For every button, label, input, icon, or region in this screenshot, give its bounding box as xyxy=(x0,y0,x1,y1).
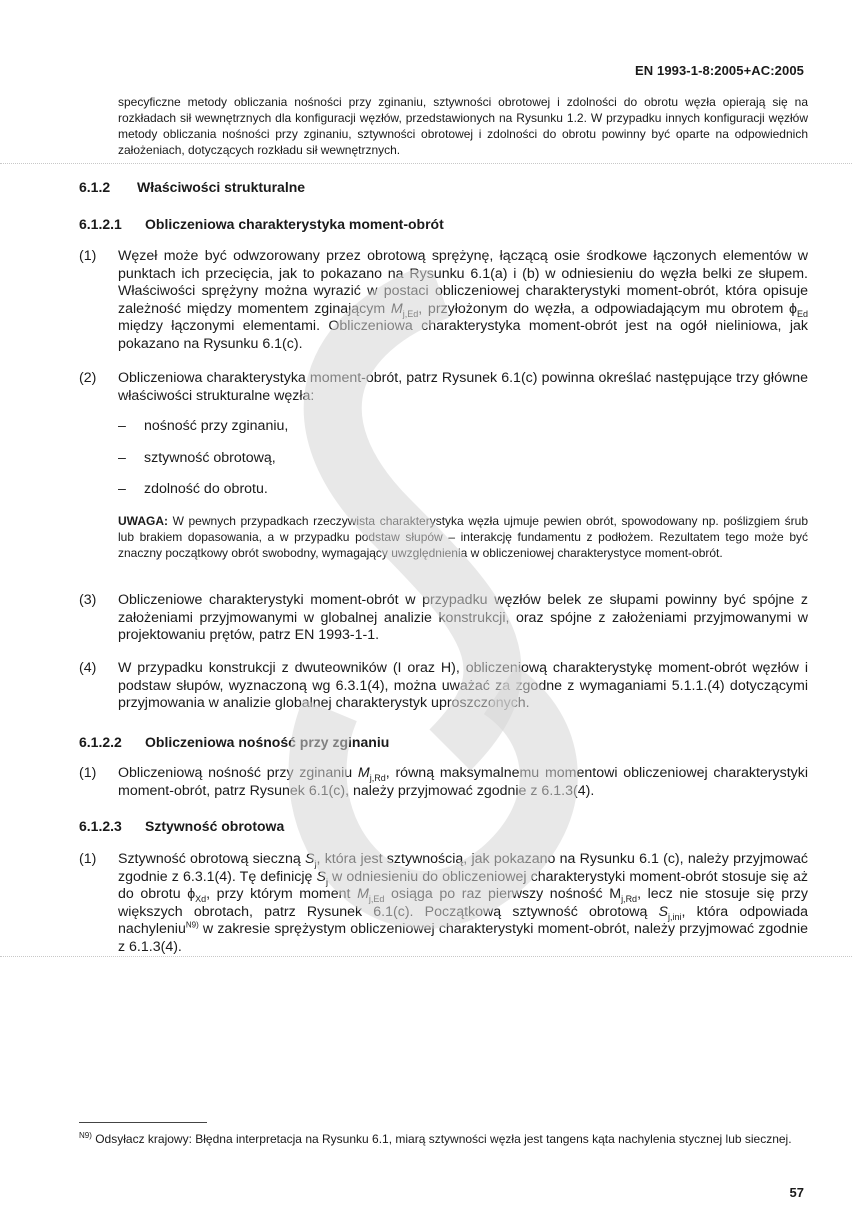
page-number: 57 xyxy=(789,1185,804,1200)
footnote xyxy=(79,1131,808,1147)
paragraph-number: (4) xyxy=(79,660,97,676)
section-number: 6.1.2.1 xyxy=(79,216,122,232)
list-item: – nośność przy zginaniu, xyxy=(118,418,289,434)
paragraph-text: Obliczeniowe charakterystyki moment-obrót w przypadku węzłów belek ze słupami powinny być spójne z założeniami przyjmowanymi w globalnej analizie konstrukcji, oraz spójne z założeniami przyjmowanymi w projektowaniu prętów, patrz EN 1993-1-1. xyxy=(118,592,808,643)
paragraph-text: Obliczeniowa charakterystyka moment-obrót, patrz Rysunek 6.1(c) powinna określać następujące trzy główne właściwości strukturalne węzła: xyxy=(118,370,808,404)
heading-6-1-2 xyxy=(79,179,305,195)
note-text: W pewnych przypadkach rzeczywista charakterystyka węzła ujmuje pewien obrót, spowodowany np. poślizgiem śrub lub brakiem dopasowania, a w przypadku podstaw słupów – interakcję fundamentu z podłożem. Rezultatem tego może być znaczny początkowy obrót swobodny, wymagający uwzględnienia w obliczeniowej charakterystyce moment-obrót. xyxy=(118,514,808,560)
footnote-text: Odsyłacz krajowy: Błędna interpretacja na Rysunku 6.1, miarą sztywności węzła jest tangens kąta nachylenia stycznej lub siecznej. xyxy=(91,1132,792,1146)
paragraph-number: (3) xyxy=(79,592,97,608)
paragraph-number: (1) xyxy=(79,851,97,867)
section-title: Sztywność obrotowa xyxy=(145,818,285,834)
paragraph-6-1-2-1-3 xyxy=(79,592,808,645)
section-number: 6.1.2.2 xyxy=(79,734,122,750)
paragraph-number: (1) xyxy=(79,765,97,781)
intro-paragraph: specyficzne metody obliczania nośności przy zginaniu, sztywności obrotowej i zdolności do obrotu węzła opierają się na rozkładach sił wewnętrznych dla konfiguracji węzłów, przedstawionych na Rysunku 1.2. W przypadku innych konfiguracji węzłów metody obliczania nośności przy zginaniu, sztywności obrotowej i zdolności do obrotu powinny być oparte na odpowiednich założeniach, dotyczących rozkładu sił wewnętrznych. xyxy=(118,95,808,157)
section-title: Właściwości strukturalne xyxy=(137,179,306,195)
paragraph-number: (1) xyxy=(79,248,97,264)
footnote-marker: N9) xyxy=(79,1131,92,1140)
list-item: – zdolność do obrotu. xyxy=(118,481,268,497)
list-item: – sztywność obrotową, xyxy=(118,450,276,466)
paragraph-text: Sztywność obrotową sieczną $S_j$, która jest sztywnością, jak pokazano na Rysunku 6.1 (c), należy przyjmować zgodnie z 6.3.1(4). Tę definicję $S_j$ w odniesieniu do obliczeniowej charakterystyki moment-obrót stosuje się aż do obrotu $\phi_{Xd}$, przy którym moment $M_{j,Ed}$ osiąga po raz pierwszy nośność $M_{j,Rd}$, lecz nie stosuje się przy większych obrotach, patrz Rysunek 6.1(c). Początkową sztywność obrotową $S_{j,ini}$, która odpowiada nachyleniu$^{N9)}$ w zakresie sprężystym obliczeniowej charakterystyki moment-obrót, należy przyjmować zgodnie z 6.1.3(4). xyxy=(118,851,808,955)
scan-divider xyxy=(0,163,852,164)
paragraph-6-1-2-1-1 xyxy=(79,248,808,353)
section-title: Obliczeniowa nośność przy zginaniu xyxy=(145,734,390,750)
paragraph-6-1-2-1-4 xyxy=(79,660,808,713)
heading-6-1-2-1 xyxy=(79,216,444,232)
section-number: 6.1.2.3 xyxy=(79,818,122,834)
paragraph-number: (2) xyxy=(79,370,97,386)
section-number: 6.1.2 xyxy=(79,179,111,195)
note-block xyxy=(118,513,808,561)
footnote-rule xyxy=(79,1122,207,1123)
standard-code-header: EN 1993-1-8:2005+AC:2005 xyxy=(635,63,804,78)
paragraph-6-1-2-2-1 xyxy=(79,765,808,800)
paragraph-text: W przypadku konstrukcji z dwuteowników (I oraz H), obliczeniową charakterystykę moment-obrót węzłów i podstaw słupów, wyznaczoną wg 6.3.1(4), można uważać za zgodne z wymaganiami 5.1.1.(4) dotyczącymi przyjmowania w analizie globalnej charakterystyk uproszczonych. xyxy=(118,660,808,711)
heading-6-1-2-3 xyxy=(79,818,284,834)
heading-6-1-2-2 xyxy=(79,734,389,750)
scan-divider xyxy=(0,956,852,957)
paragraph-text: Węzeł może być odwzorowany przez obrotową sprężynę, łączącą osie środkowe łączonych elementów w punktach ich przecięcia, jak to pokazano na Rysunku 6.1(a) i (b) w odniesieniu do węzła belki ze słupem. Właściwości sprężyny można wyrazić w postaci obliczeniowej charakterystyki moment-obrót, która opisuje zależność między momentem zginającym $M_{j,Ed}$, przyłożonym do węzła, a odpowiadającym mu obrotem $\phi_{Ed}$ między łączonymi elementami. Obliczeniowa charakterystyka moment-obrót jest na ogół nieliniowa, jak pokazano na Rysunku 6.1(c). xyxy=(118,248,808,352)
note-label: UWAGA: xyxy=(118,514,168,528)
paragraph-6-1-2-3-1 xyxy=(79,851,808,956)
paragraph-6-1-2-1-2 xyxy=(79,370,808,405)
paragraph-text: Obliczeniową nośność przy zginaniu $M_{j,Rd}$, równą maksymalnemu momentowi obliczeniowej charakterystyki moment-obrót, patrz Rysunek 6.1(c), należy przyjmować zgodnie z 6.1.3(4). xyxy=(118,765,808,799)
section-title: Obliczeniowa charakterystyka moment-obrót xyxy=(145,216,444,232)
